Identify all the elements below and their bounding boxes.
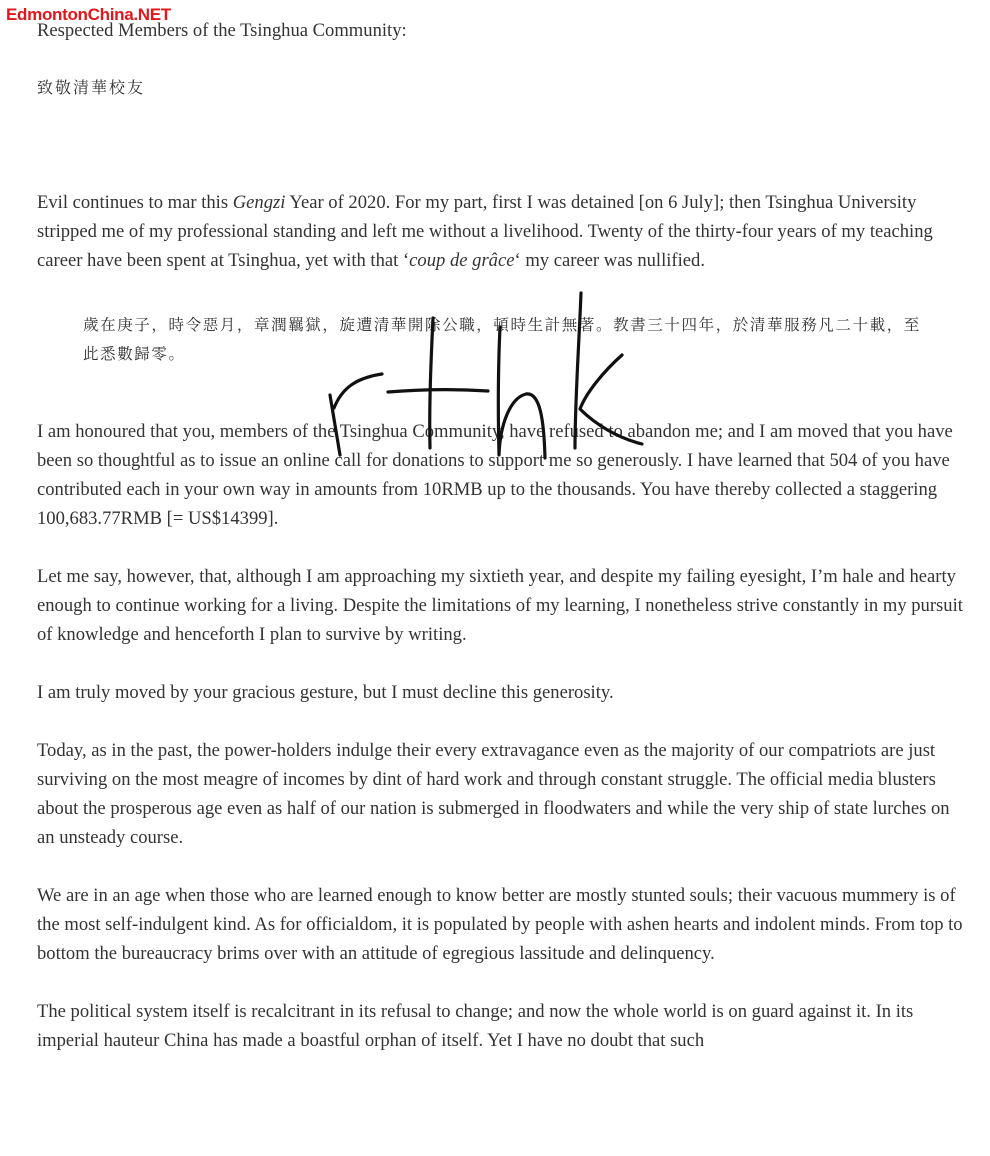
- paragraph-1: Evil continues to mar this Gengzi Year of 2020. For my part, first I was detained [on 6 July]; then Tsinghua University stripped me of my professional standing and left me without a livelihood. Twenty of the thirty-four years of my teaching career have been spent at Tsinghua, yet with that ‘coup de grâce‘ my career was nullified.: [37, 192, 933, 271]
- paragraph-4: I am truly moved by your gracious gesture, but I must decline this generosity.: [37, 682, 614, 703]
- paragraph-6: We are in an age when those who are learned enough to know better are mostly stunted souls; their vacuous mummery is of the most self-indulgent kind. As for officialdom, it is populated by people with ashen hearts and indolent minds. From top to bottom the bureaucracy brims over with an attitude of egregious lassitude and delinquency.: [37, 885, 963, 964]
- greeting: Respected Members of the Tsinghua Community:: [37, 20, 407, 41]
- letter-body: [37, 16, 967, 1084]
- paragraph-7: The political system itself is recalcitrant in its refusal to change; and now the whole world is on guard against it. In its imperial hauteur China has made a boastful orphan of itself. Yet I have no doubt that such: [37, 1001, 914, 1051]
- italic-coup-de-grace: coup de grâce: [409, 250, 515, 271]
- paragraph-3: Let me say, however, that, although I am approaching my sixtieth year, and despite my failing eyesight, I’m hale and hearty enough to continue working for a living. Despite the limitations of my learning, I nonetheless strive constantly in my pursuit of knowledge and henceforth I plan to survive by writing.: [37, 566, 963, 645]
- greeting-chinese: 致敬清華校友: [37, 78, 146, 97]
- paragraph-5: Today, as in the past, the power-holders indulge their every extravagance even as the majority of our compatriots are just surviving on the most meagre of incomes by dint of hard work and through constant struggle. The official media blusters about the prosperous age even as half of our nation is submerged in floodwaters and while the very ship of state lurches on an unsteady course.: [37, 740, 950, 848]
- paragraph-2: I am honoured that you, members of the Tsinghua Community, have refused to abandon me; and I am moved that you have been so thoughtful as to issue an online call for donations to support me so generously. I have learned that 504 of you have contributed each in your own way in amounts from 10RMB up to the thousands. You have thereby collected a staggering 100,683.77RMB [= US$14399].: [37, 421, 953, 529]
- italic-gengzi: Gengzi: [232, 192, 286, 213]
- watermark-logo: EdmontonChina.NET: [6, 5, 171, 24]
- paragraph-1-chinese: 歲在庚子，時令惡月，章潤羈獄，旋遭清華開除公職，頓時生計無著。教書三十四年，於清華服務凡二十載，至此悉數歸零。: [83, 316, 921, 363]
